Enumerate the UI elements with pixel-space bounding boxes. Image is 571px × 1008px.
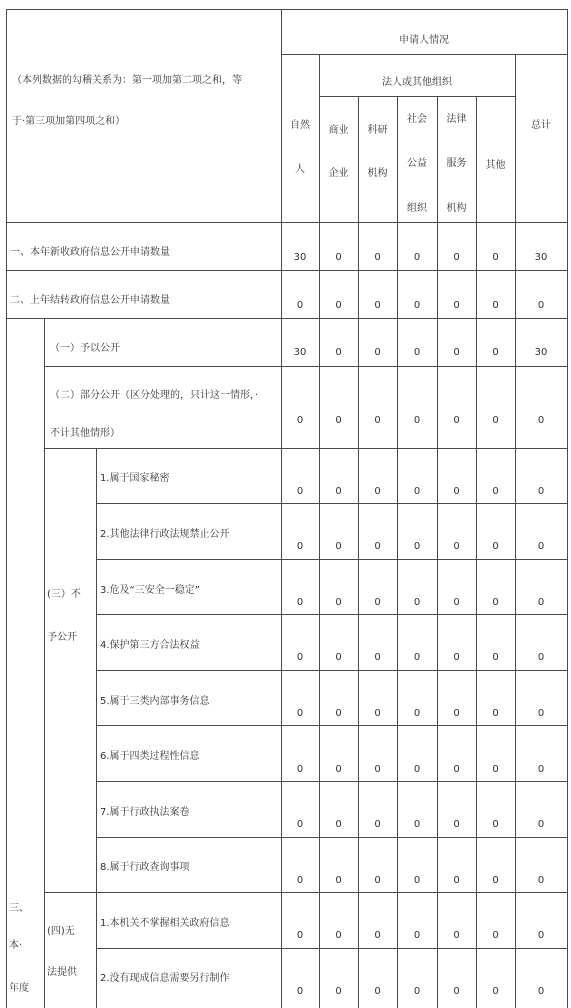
rule — [44, 318, 45, 1008]
value-cell: 0 — [453, 708, 460, 719]
value-cell: 0 — [374, 300, 381, 311]
value-cell: 0 — [296, 708, 304, 719]
value-cell: 0 — [374, 819, 381, 830]
value-cell: 0 — [453, 819, 460, 830]
value-cell: 0 — [335, 597, 342, 608]
value-cell: 0 — [537, 930, 545, 941]
value-cell: 0 — [374, 597, 381, 608]
rule — [96, 948, 567, 949]
value-cell: 0 — [413, 597, 421, 608]
section-three-label: 本· — [9, 940, 23, 951]
rule — [96, 725, 567, 726]
rule — [96, 559, 567, 560]
value-cell: 0 — [537, 541, 545, 552]
value-cell: 0 — [453, 347, 460, 358]
value-cell: 0 — [296, 986, 304, 997]
rule — [319, 96, 515, 97]
value-cell: 0 — [413, 708, 421, 719]
value-cell: 0 — [296, 415, 304, 426]
value-cell: 0 — [374, 764, 381, 775]
row-label: 1.本机关不掌握相关政府信息 — [100, 918, 230, 929]
applicant-title: 申请人情况 — [399, 35, 449, 46]
row-label: 1.属于国家秘密 — [100, 473, 170, 484]
value-cell: 0 — [413, 986, 421, 997]
social-org-header: 社会 — [407, 114, 427, 125]
value-cell: 0 — [335, 486, 342, 497]
rule — [44, 448, 567, 449]
other-header: 其他 — [485, 160, 506, 171]
value-cell: 0 — [335, 300, 342, 311]
rule — [6, 9, 7, 1008]
value-cell: 0 — [453, 875, 460, 886]
legal-service-header: 法律 — [446, 114, 467, 125]
value-cell: 0 — [296, 819, 304, 830]
rule — [96, 503, 567, 504]
value-cell: 0 — [374, 252, 381, 263]
value-cell: 0 — [537, 764, 545, 775]
value-cell: 0 — [335, 652, 342, 663]
row-label: 不计其他情形） — [50, 428, 120, 439]
value-cell: 0 — [537, 652, 545, 663]
value-cell: 0 — [335, 708, 342, 719]
value-cell: 0 — [413, 347, 421, 358]
rule — [6, 318, 567, 319]
value-cell: 0 — [413, 541, 421, 552]
value-cell: 30 — [293, 252, 307, 263]
rule — [6, 9, 567, 10]
value-cell: 0 — [453, 300, 460, 311]
value-cell: 0 — [453, 764, 460, 775]
rule — [96, 614, 567, 615]
value-cell: 0 — [492, 930, 499, 941]
value-cell: 0 — [492, 347, 499, 358]
total-header: 总计 — [531, 120, 551, 131]
value-cell: 30 — [293, 347, 307, 358]
social-org-header: 公益 — [407, 158, 427, 169]
value-cell: 0 — [335, 875, 342, 886]
value-cell: 0 — [413, 930, 421, 941]
business-header: 企业 — [328, 168, 349, 179]
value-cell: 0 — [492, 300, 499, 311]
value-cell: 0 — [413, 415, 421, 426]
value-cell: 0 — [537, 819, 545, 830]
value-cell: 0 — [537, 986, 545, 997]
value-cell: 0 — [537, 875, 545, 886]
value-cell: 0 — [374, 708, 381, 719]
value-cell: 0 — [453, 930, 460, 941]
value-cell: 0 — [492, 875, 499, 886]
legal-service-header: 服务 — [446, 158, 467, 169]
value-cell: 0 — [374, 652, 381, 663]
rule — [281, 9, 282, 1008]
row-label: 2.其他法律行政法规禁止公开 — [100, 529, 230, 540]
value-cell: 0 — [335, 764, 342, 775]
section-three-label: 三、 — [9, 903, 29, 914]
value-cell: 0 — [374, 541, 381, 552]
cannot-provide-group-label: (四)无 — [47, 926, 75, 937]
value-cell: 0 — [453, 986, 460, 997]
value-cell: 0 — [413, 652, 421, 663]
value-cell: 0 — [537, 415, 545, 426]
row-label: 一、本年新收政府信息公开申请数量 — [10, 247, 170, 258]
value-cell: 0 — [492, 652, 499, 663]
value-cell: 0 — [413, 819, 421, 830]
row-label: 3.危及“三安全一稳定” — [100, 585, 200, 596]
value-cell: 0 — [296, 300, 304, 311]
value-cell: 0 — [453, 597, 460, 608]
cannot-provide-group-label: 法提供 — [47, 967, 77, 978]
value-cell: 0 — [335, 819, 342, 830]
value-cell: 0 — [413, 764, 421, 775]
not-open-group-label: 予公开 — [47, 632, 77, 643]
value-cell: 0 — [492, 597, 499, 608]
row-label: 8.属于行政查询事项 — [100, 862, 190, 873]
value-cell: 0 — [335, 415, 342, 426]
value-cell: 0 — [413, 875, 421, 886]
value-cell: 0 — [537, 300, 545, 311]
value-cell: 0 — [413, 252, 421, 263]
natural-person-header: 人 — [295, 164, 305, 175]
note-line-1: （本列数据的勾稽关系为：第一项加第二项之和，等 — [12, 75, 242, 86]
value-cell: 0 — [374, 986, 381, 997]
rule — [96, 837, 567, 838]
value-cell: 0 — [453, 252, 460, 263]
not-open-group-label: (三）不 — [47, 589, 81, 600]
row-label: （一）予以公开 — [50, 343, 120, 354]
value-cell: 0 — [374, 415, 381, 426]
value-cell: 0 — [335, 252, 342, 263]
research-header: 机构 — [367, 168, 388, 179]
value-cell: 0 — [335, 347, 342, 358]
value-cell: 0 — [492, 764, 499, 775]
row-label: 6.属于四类过程性信息 — [100, 751, 200, 762]
value-cell: 0 — [537, 486, 545, 497]
value-cell: 0 — [374, 875, 381, 886]
value-cell: 0 — [492, 819, 499, 830]
value-cell: 0 — [413, 300, 421, 311]
value-cell: 30 — [534, 347, 548, 358]
value-cell: 0 — [374, 930, 381, 941]
rule — [96, 448, 97, 1008]
value-cell: 0 — [296, 486, 304, 497]
value-cell: 0 — [453, 541, 460, 552]
rule — [515, 54, 516, 1008]
value-cell: 0 — [296, 764, 304, 775]
value-cell: 30 — [534, 252, 548, 263]
value-cell: 0 — [296, 597, 304, 608]
value-cell: 0 — [413, 486, 421, 497]
value-cell: 0 — [374, 347, 381, 358]
value-cell: 0 — [453, 486, 460, 497]
value-cell: 0 — [492, 415, 499, 426]
rule — [567, 9, 568, 1008]
research-header: 科研 — [367, 125, 388, 136]
rule — [6, 222, 567, 223]
value-cell: 0 — [492, 708, 499, 719]
org-group-header: 法人或其他组织 — [382, 77, 452, 88]
value-cell: 0 — [374, 486, 381, 497]
section-three-label: 年度 — [9, 983, 29, 994]
social-org-header: 组织 — [407, 203, 427, 214]
row-label: 二、上年结转政府信息公开申请数量 — [10, 295, 170, 306]
rule — [96, 781, 567, 782]
value-cell: 0 — [492, 986, 499, 997]
value-cell: 0 — [492, 252, 499, 263]
business-header: 商业 — [328, 125, 349, 136]
legal-service-header: 机构 — [446, 203, 467, 214]
value-cell: 0 — [335, 930, 342, 941]
value-cell: 0 — [492, 541, 499, 552]
value-cell: 0 — [537, 708, 545, 719]
value-cell: 0 — [453, 652, 460, 663]
row-label: 5.属于三类内部事务信息 — [100, 696, 210, 707]
rule — [6, 270, 567, 271]
value-cell: 0 — [296, 930, 304, 941]
value-cell: 0 — [453, 415, 460, 426]
value-cell: 0 — [296, 875, 304, 886]
row-label: 4.保护第三方合法权益 — [100, 640, 200, 651]
value-cell: 0 — [296, 652, 304, 663]
natural-person-header: 自然 — [290, 120, 310, 131]
value-cell: 0 — [335, 541, 342, 552]
value-cell: 0 — [296, 541, 304, 552]
rule — [281, 54, 567, 55]
row-label: 7.属于行政执法案卷 — [100, 807, 190, 818]
value-cell: 0 — [335, 986, 342, 997]
rule — [44, 892, 567, 893]
value-cell: 0 — [492, 486, 499, 497]
rule — [319, 54, 320, 1008]
row-label: （二）部分公开（区分处理的，只计这一情形，· — [50, 390, 259, 401]
note-line-2: 于·第三项加第四项之和） — [12, 116, 126, 127]
value-cell: 0 — [537, 597, 545, 608]
rule — [44, 366, 567, 367]
rule — [96, 670, 567, 671]
row-label: 2.没有现成信息需要另行制作 — [100, 973, 230, 984]
